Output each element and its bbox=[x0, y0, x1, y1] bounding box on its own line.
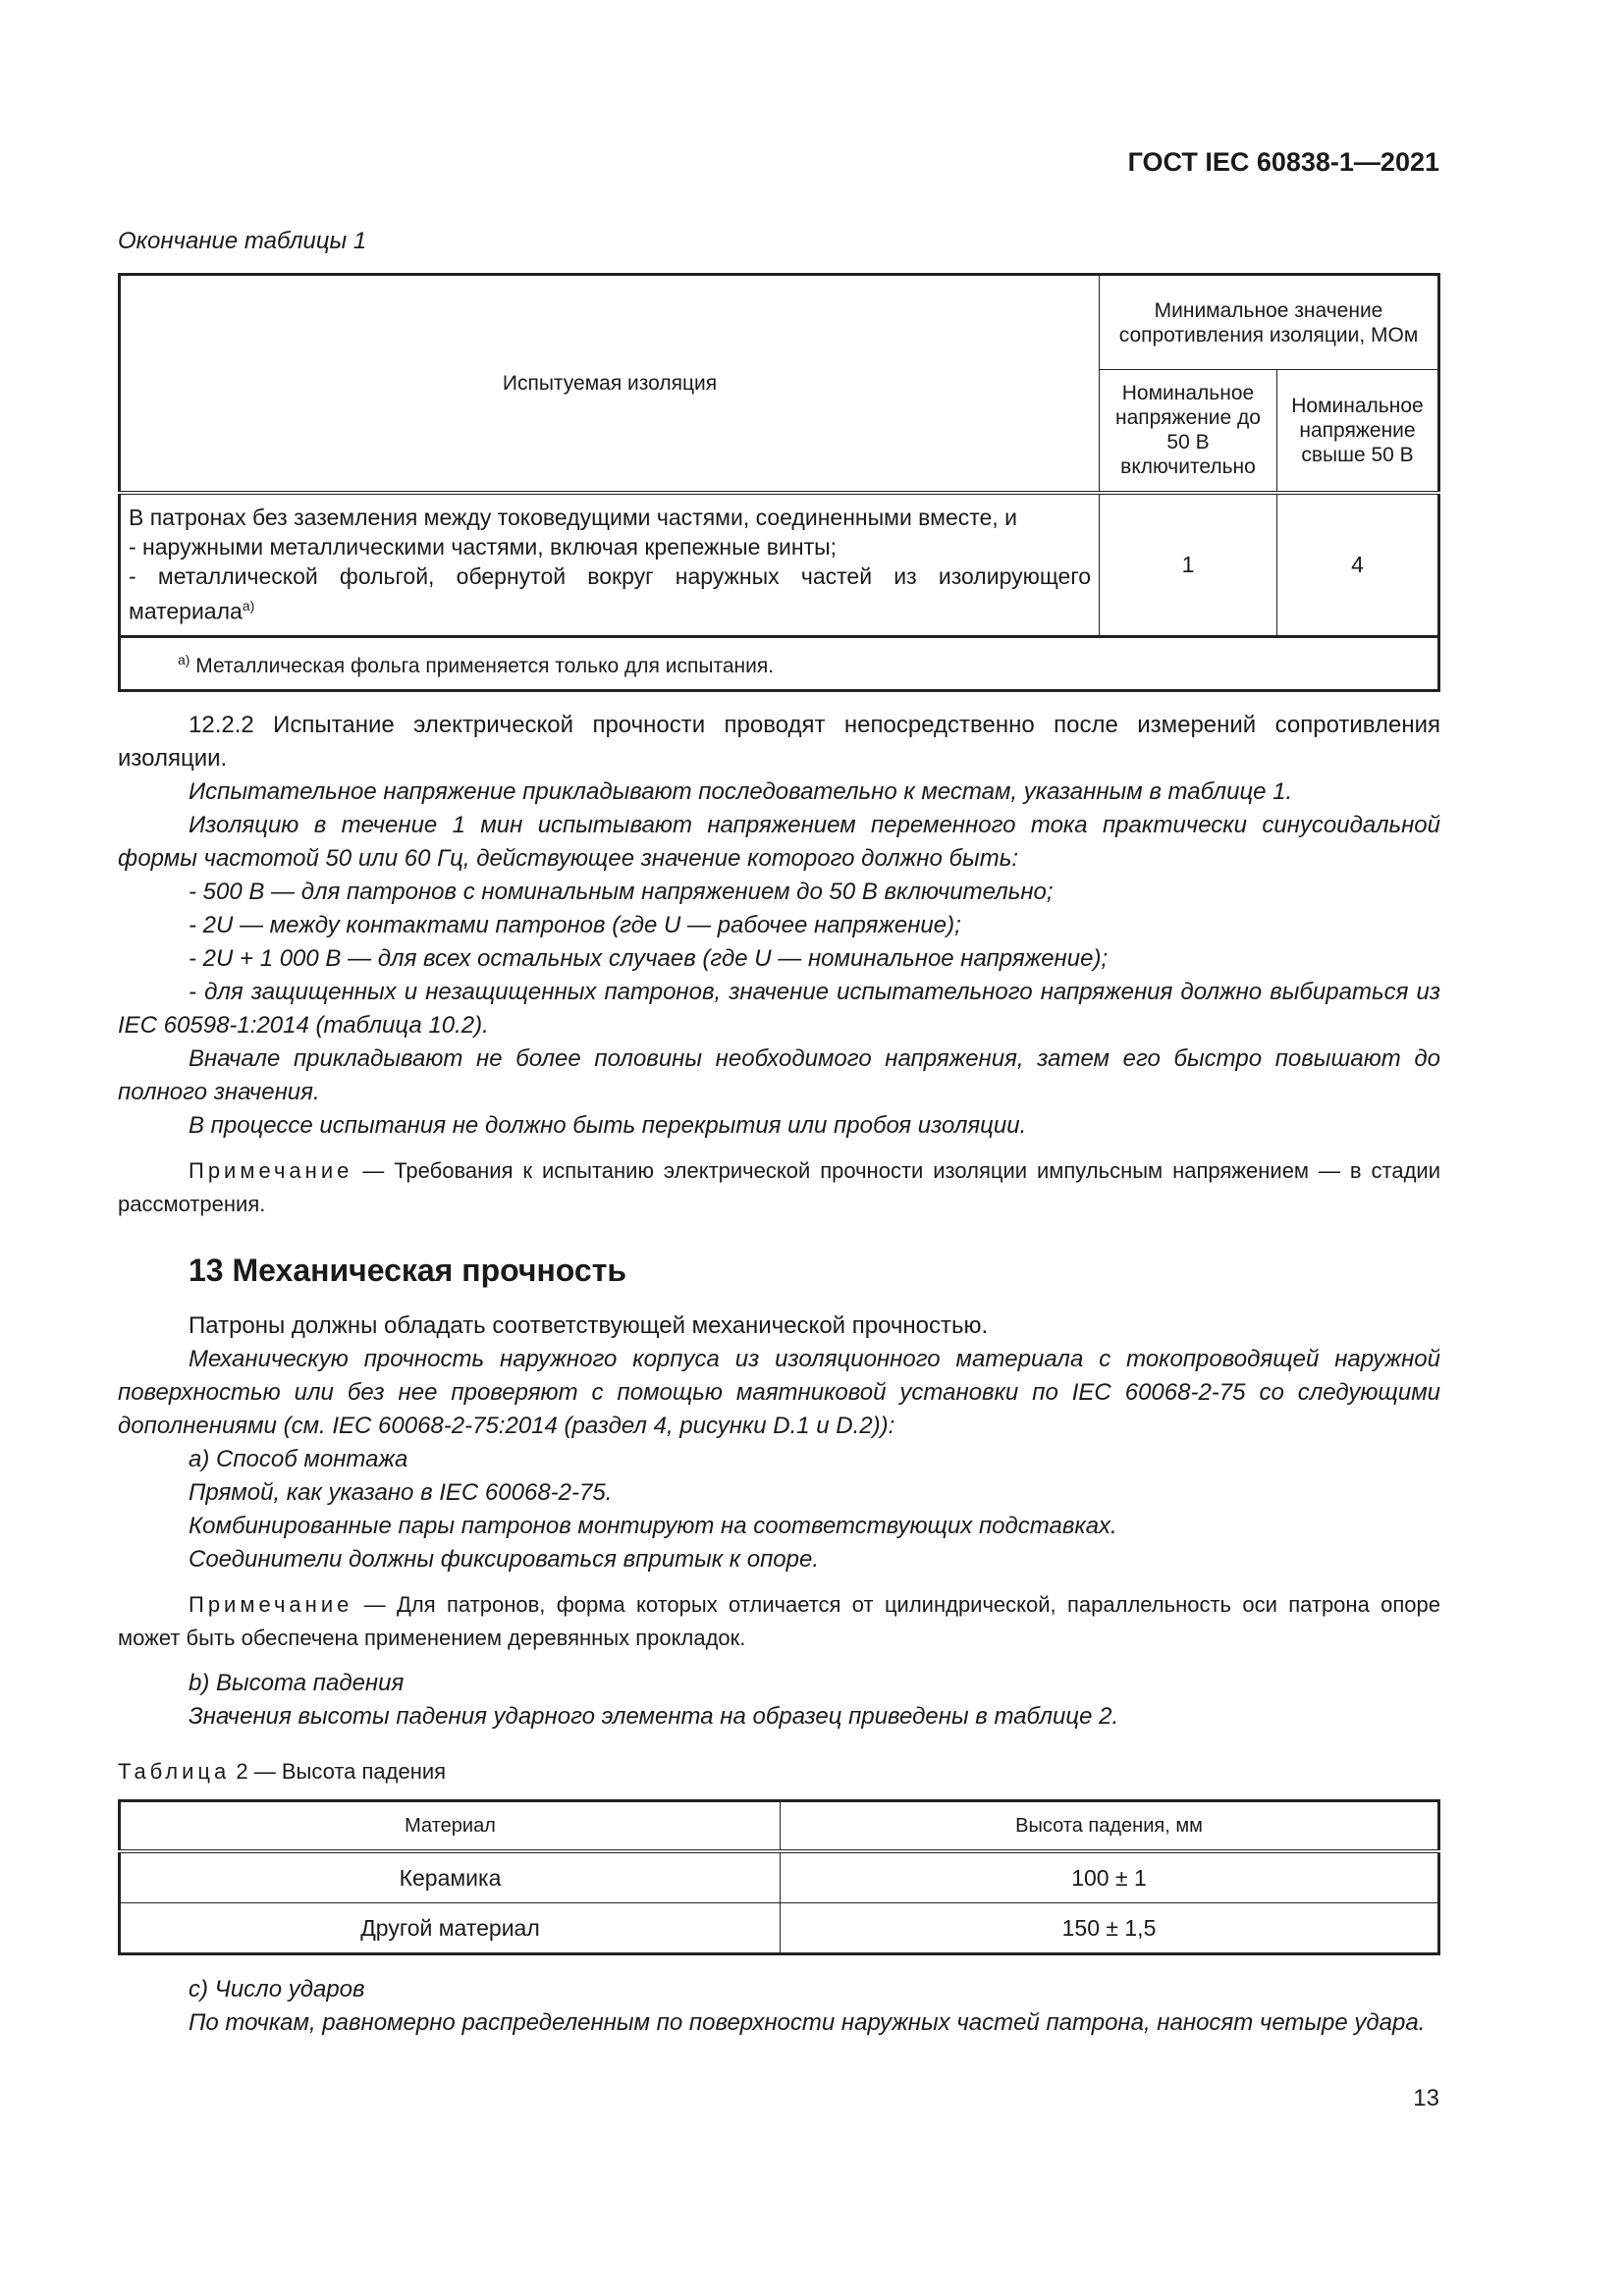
paragraph: Вначале прикладывают не более половины необходимого напряжения, затем его быстро повышают до полного значения. bbox=[118, 1045, 1440, 1105]
table-row bbox=[120, 1903, 1439, 1954]
paragraph: - 2U + 1 000 В — для всех остальных случаев (где U — номинальное напряжение); bbox=[189, 945, 1109, 972]
paragraph: - 500 В — для патронов с номинальным напряжением до 50 В включительно; bbox=[189, 879, 1054, 905]
caption-text: 2 — Высота падения bbox=[230, 1759, 447, 1784]
paragraph: - для защищенных и незащищенных патронов, значение испытательного напряжения должно выбираться из IEC 60598-1:2014 (таблица 10.2). bbox=[118, 979, 1440, 1039]
paragraph: Изоляцию в течение 1 мин испытывают напряжением переменного тока практически синусоидальной формы частотой 50 или 60 Гц, действующее значение которого должно быть: bbox=[118, 812, 1440, 872]
footnote-mark: а) bbox=[178, 652, 190, 667]
header-up-to-50v: Номинальное напряжение до 50 В включительно bbox=[1100, 370, 1277, 493]
document-id: ГОСТ IEC 60838-1—2021 bbox=[1127, 147, 1439, 177]
line bbox=[129, 561, 1091, 626]
paragraph: Испытательное напряжение прикладывают последовательно к местам, указанным в таблице 1. bbox=[189, 778, 1293, 805]
material-cell: Керамика bbox=[120, 1851, 781, 1903]
caption-label: Таблица bbox=[118, 1759, 231, 1784]
page-number: 13 bbox=[1413, 2085, 1439, 2111]
paragraph: c) Число ударов bbox=[189, 1976, 365, 2002]
note-label: Примечание bbox=[189, 1592, 353, 1617]
height-cell: 100 ± 1 bbox=[781, 1851, 1439, 1903]
header-insulation: Испытуемая изоляция bbox=[120, 275, 1100, 493]
paragraph: Прямой, как указано в IEC 60068-2-75. bbox=[189, 1479, 613, 1506]
section-13-heading: 13 Механическая прочность bbox=[189, 1253, 627, 1288]
paragraph: Патроны должны обладать соответствующей механической прочностью. bbox=[189, 1312, 989, 1339]
footnote-text: Металлическая фольга применяется только для испытания. bbox=[195, 655, 775, 677]
note bbox=[118, 1154, 1440, 1221]
paragraph: Значения высоты падения ударного элемента на образец приведены в таблице 2. bbox=[189, 1703, 1119, 1730]
table-row bbox=[120, 1851, 1439, 1903]
height-cell: 150 ± 1,5 bbox=[781, 1903, 1439, 1954]
header-min-resistance: Минимальное значение сопротивления изоляции, МОм bbox=[1100, 275, 1439, 370]
line: В патронах без заземления между токоведущими частями, соединенными вместе, и bbox=[129, 505, 1017, 531]
header-material: Материал bbox=[120, 1801, 781, 1852]
footnote-ref: а) bbox=[242, 598, 255, 614]
paragraph: Комбинированные пары патронов монтируют на соответствующих подставках. bbox=[189, 1513, 1117, 1539]
insulation-description bbox=[120, 493, 1100, 637]
drop-height-table bbox=[118, 1799, 1440, 1955]
note-label: Примечание bbox=[189, 1158, 353, 1183]
table-footnote bbox=[120, 636, 1439, 690]
line: - наружными металлическими частями, включая крепежные винты; bbox=[129, 534, 838, 561]
note bbox=[118, 1588, 1440, 1655]
value-over-50v: 4 bbox=[1277, 493, 1439, 637]
section-13-text bbox=[118, 1309, 1440, 1734]
header-over-50v: Номинальное напряжение свыше 50 В bbox=[1277, 370, 1439, 493]
paragraph: Механическую прочность наружного корпуса из изоляционного материала с токопроводящей наружной поверхностью или без нее проверяют с помощью маятниковой установки по IEC 60068-2-75 со следующими дополнениями (см. IEC 60068-2-75:2014 (раздел 4, рисунки D.1 и D.2)): bbox=[118, 1346, 1440, 1439]
paragraph: a) Способ монтажа bbox=[189, 1446, 408, 1472]
paragraph: По точкам, равномерно распределенным по поверхности наружных частей патрона, наносят четыре удара. bbox=[189, 2009, 1426, 2036]
table-continuation-label: Окончание таблицы 1 bbox=[118, 228, 367, 254]
line-text: - металлической фольгой, обернутой вокруг наружных частей из изолирующего материала bbox=[129, 563, 1091, 624]
note-text: — Требования к испытанию электрической прочности изоляции импульсным напряжением — в стадии рассмотрения. bbox=[118, 1158, 1440, 1216]
header-drop-height: Высота падения, мм bbox=[781, 1801, 1439, 1852]
table-row bbox=[120, 493, 1439, 637]
table-2-caption bbox=[118, 1759, 446, 1785]
section-13-text-cont bbox=[118, 1973, 1440, 2040]
insulation-resistance-table bbox=[118, 273, 1440, 692]
paragraph: - 2U — между контактами патронов (где U — рабочее напряжение); bbox=[189, 912, 961, 938]
paragraph: В процессе испытания не должно быть перекрытия или пробоя изоляции. bbox=[189, 1112, 1027, 1139]
value-up-to-50v: 1 bbox=[1100, 493, 1277, 637]
material-cell: Другой материал bbox=[120, 1903, 781, 1954]
paragraph: Соединители должны фиксироваться впритык к опоре. bbox=[189, 1546, 819, 1573]
section-12-text bbox=[118, 709, 1440, 1221]
paragraph: b) Высота падения bbox=[189, 1670, 405, 1696]
paragraph: 12.2.2 Испытание электрической прочности проводят непосредственно после измерений сопротивления изоляции. bbox=[118, 712, 1440, 772]
note-text: — Для патронов, форма которых отличается от цилиндрической, параллельность оси патрона опоре может быть обеспечена применением деревянных прокладок. bbox=[118, 1592, 1440, 1650]
